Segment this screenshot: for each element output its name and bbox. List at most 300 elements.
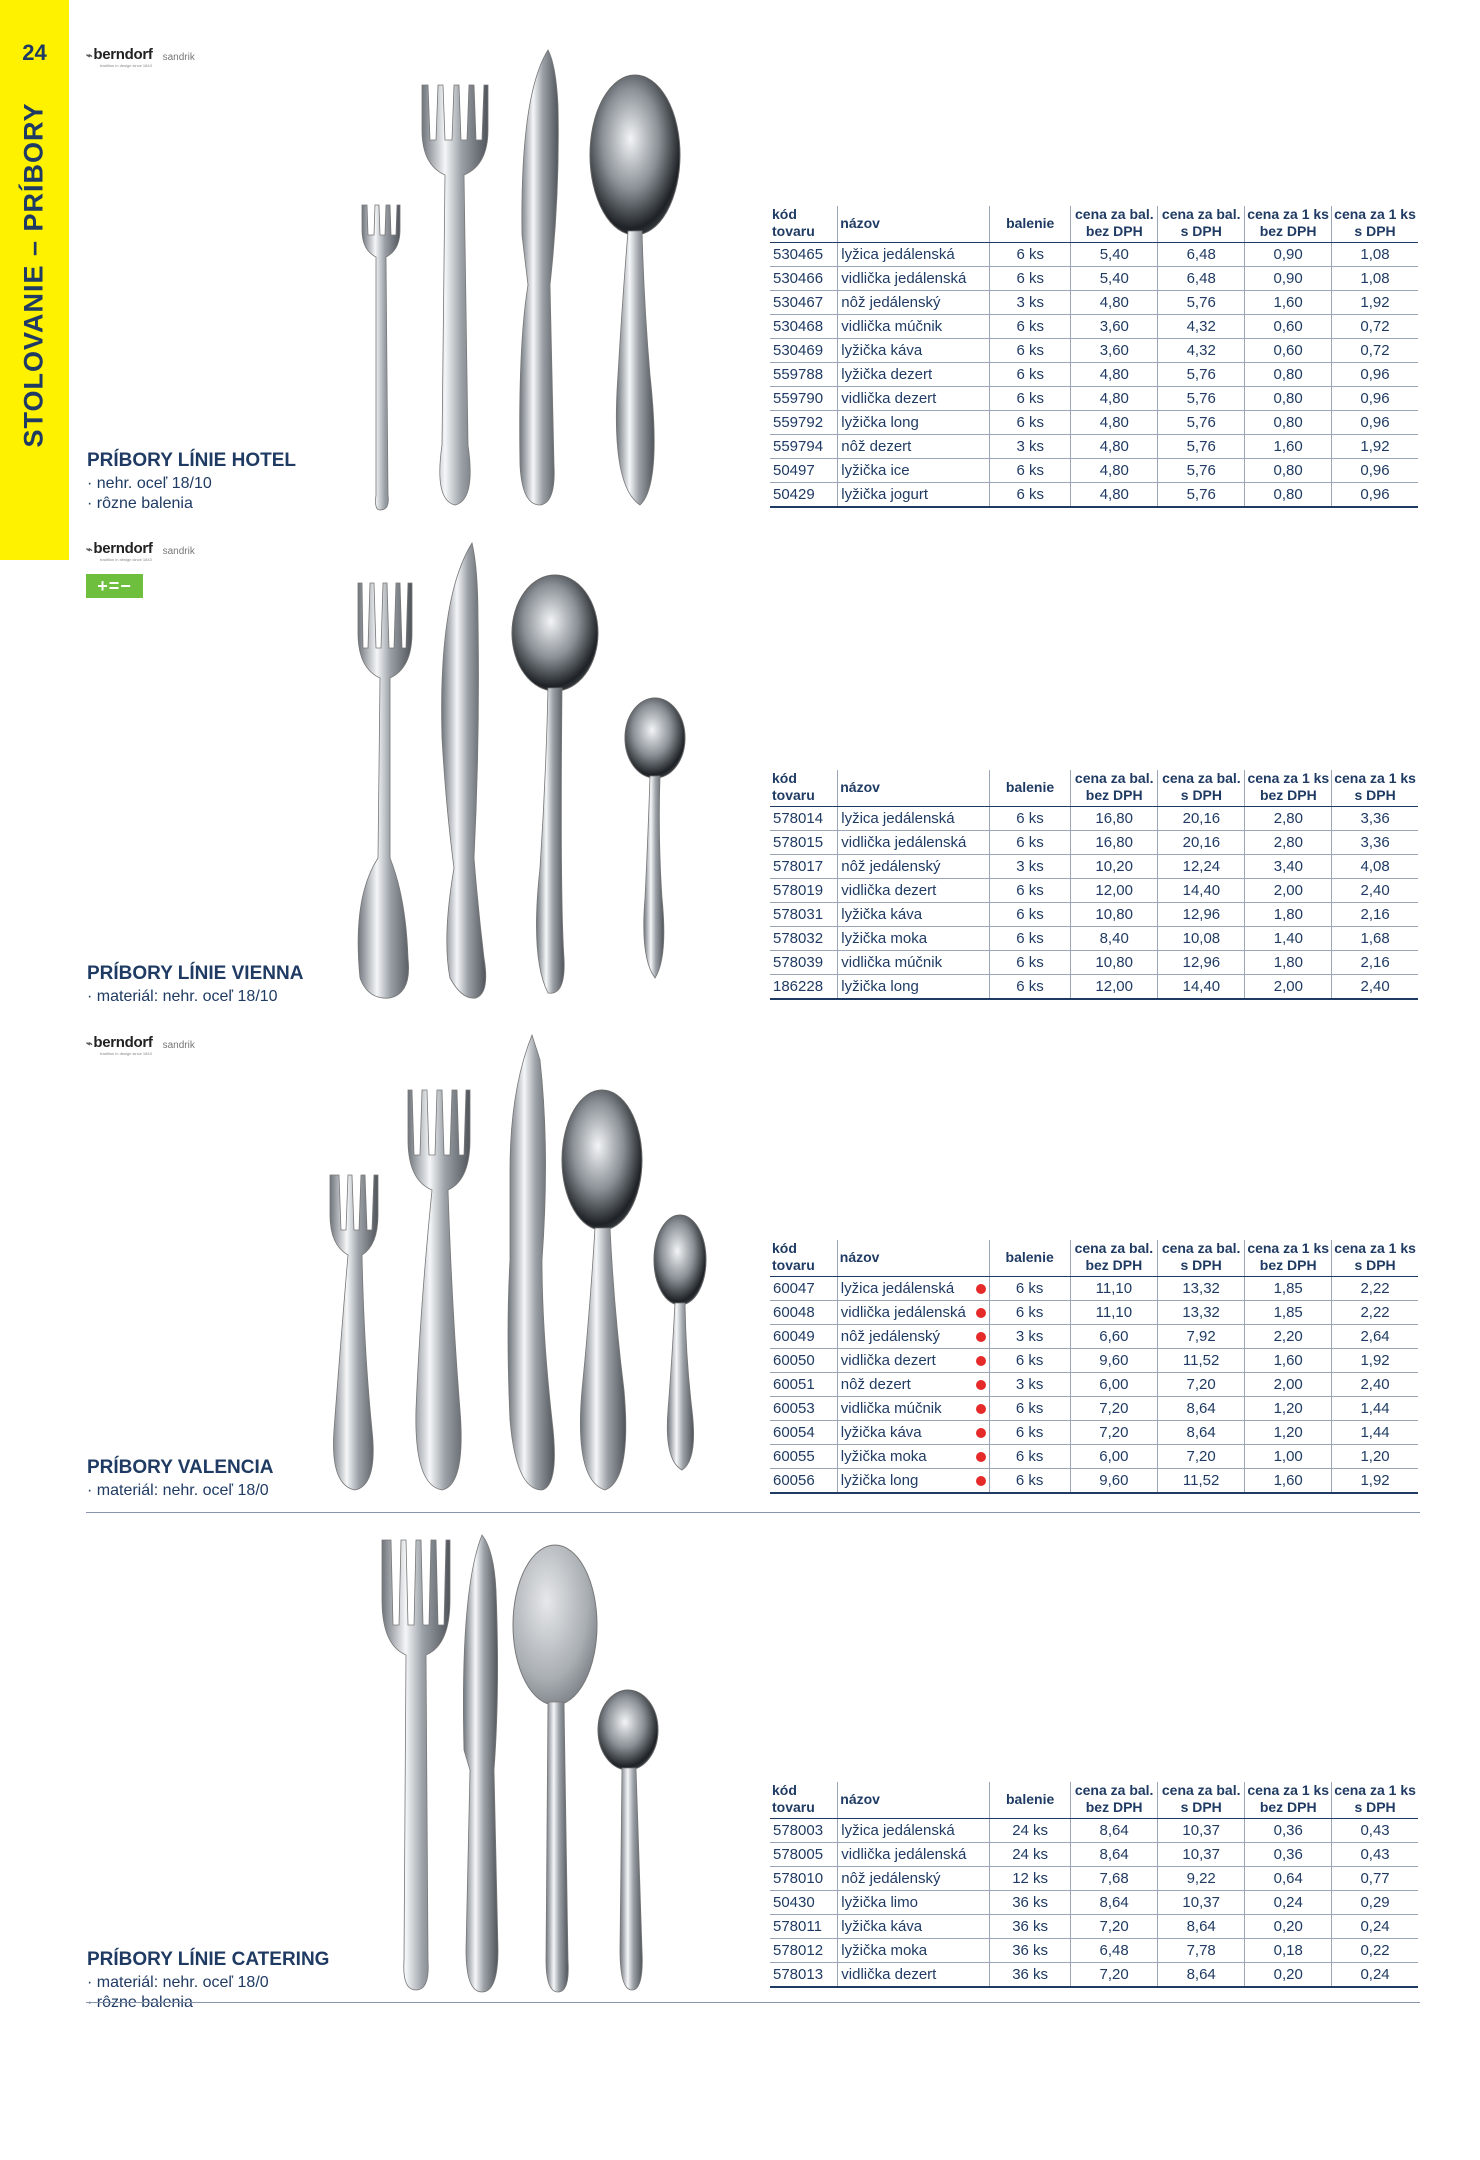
cell-text: 24 ks: [1012, 1846, 1049, 1863]
price-unit-net: [1245, 879, 1332, 903]
price-pack-net: [1071, 1867, 1158, 1891]
cell-text: 6,48: [1186, 246, 1216, 263]
cell-text: lyžička long: [840, 1472, 919, 1489]
price-unit-gross: [1332, 483, 1418, 508]
product-code: [770, 975, 838, 1000]
cell-text: 36 ks: [1012, 1966, 1049, 1983]
cell-text: lyžička moka: [840, 1448, 927, 1465]
cell-text: 3,36: [1360, 834, 1390, 851]
cell-text: 0,36: [1273, 1846, 1303, 1863]
cell-text: 4,80: [1099, 390, 1129, 407]
product-code: [770, 363, 838, 387]
price-unit-gross: [1332, 1397, 1418, 1421]
package-size: [990, 1867, 1071, 1891]
cell-text: 11,10: [1095, 1280, 1133, 1297]
product-name: [838, 267, 990, 291]
cell-text: 11,52: [1182, 1352, 1220, 1369]
valencia-cutlery-image: [320, 1030, 720, 1500]
header-line: s DPH: [1354, 223, 1396, 239]
price-table-catering: [770, 1782, 1418, 1988]
price-unit-net: [1245, 1867, 1332, 1891]
cell-text: 1,60: [1273, 1352, 1303, 1369]
cell-text: 1,60: [1273, 438, 1303, 455]
column-header-name: názov: [837, 1240, 989, 1277]
package-size: [989, 1373, 1070, 1397]
logo-tagline: tradition in design since 1843: [100, 557, 152, 562]
price-pack-gross: [1158, 1867, 1245, 1891]
spec-item: · materiál: nehr. oceľ 18/0: [87, 1973, 269, 1993]
package-size: [989, 1301, 1070, 1325]
cell-text: 2,40: [1360, 882, 1390, 899]
cell-text: 7,68: [1099, 1870, 1129, 1887]
cell-text: 20,16: [1182, 810, 1221, 827]
cell-text: 8,64: [1186, 1424, 1216, 1441]
price-pack-net: [1071, 1963, 1158, 1988]
cell-text: nôž jedálenský: [841, 1870, 941, 1887]
package-size: [990, 483, 1071, 508]
cell-text: 12,96: [1182, 954, 1221, 971]
red-dot-icon: [976, 1308, 986, 1318]
product-name: [838, 831, 990, 855]
package-size: [990, 435, 1071, 459]
price-table-hotel: [770, 206, 1418, 508]
red-dot-icon: [976, 1404, 986, 1414]
product-code: [770, 1867, 838, 1891]
price-unit-net: [1245, 927, 1332, 951]
cell-text: nôž dezert: [841, 438, 912, 455]
cell-text: 4,80: [1099, 294, 1129, 311]
price-pack-gross: [1158, 975, 1245, 1000]
fork-shape: [330, 1175, 378, 1490]
product-code: [770, 387, 838, 411]
price-unit-net: [1245, 903, 1332, 927]
package-size: [990, 1843, 1071, 1867]
price-unit-gross: [1332, 1469, 1418, 1494]
column-header-price-pack-net: [1071, 1782, 1158, 1819]
cell-text: 2,00: [1273, 882, 1303, 899]
cell-text: 5,76: [1186, 438, 1216, 455]
spoon-shape: [625, 698, 685, 778]
price-unit-net: [1245, 267, 1332, 291]
package-size: [990, 243, 1071, 267]
price-unit-gross: [1332, 243, 1418, 267]
cell-text: 36 ks: [1012, 1942, 1049, 1959]
table-row: [770, 1349, 1418, 1373]
price-unit-gross: [1332, 1445, 1418, 1469]
header-line: cena za bal.: [1074, 1782, 1154, 1798]
cell-text: 1,08: [1360, 270, 1390, 287]
table-row: [770, 975, 1418, 1000]
product-title: PRÍBORY VALENCIA: [87, 1457, 274, 1478]
cell-text: 7,20: [1186, 1448, 1216, 1465]
product-name: [838, 1867, 990, 1891]
product-code: [770, 1373, 837, 1397]
cell-text: 9,60: [1099, 1472, 1129, 1489]
fork-shape: [362, 205, 400, 510]
product-name: [837, 1445, 989, 1469]
product-specs: [87, 1481, 269, 1501]
cell-text: 13,32: [1182, 1280, 1220, 1297]
cell-text: 1,92: [1360, 1472, 1390, 1489]
table-row: [770, 1819, 1418, 1843]
price-unit-net: [1245, 1325, 1332, 1349]
package-size: [989, 1325, 1070, 1349]
cell-text: 1,92: [1360, 294, 1390, 311]
price-unit-gross: [1332, 1963, 1418, 1988]
cell-text: vidlička jedálenská: [841, 834, 967, 851]
price-pack-net: [1070, 1301, 1157, 1325]
cell-text: 559790: [773, 390, 824, 407]
cell-text: 2,16: [1360, 954, 1390, 971]
price-unit-gross: [1332, 1277, 1418, 1301]
cell-text: 0,60: [1273, 318, 1303, 335]
cell-text: 8,40: [1099, 930, 1129, 947]
column-header-price-unit-net: [1245, 206, 1332, 243]
column-header-pack: balenie: [989, 770, 1070, 807]
product-specs: [87, 1973, 269, 2013]
cell-text: 6 ks: [1016, 270, 1044, 287]
price-pack-net: [1071, 903, 1158, 927]
price-unit-gross: [1332, 1819, 1418, 1843]
price-unit-net: [1245, 1915, 1332, 1939]
header-line: s DPH: [1180, 1799, 1222, 1815]
price-pack-gross: [1157, 1445, 1244, 1469]
product-name: [838, 435, 990, 459]
cell-text: 5,76: [1186, 414, 1216, 431]
cell-text: 60055: [773, 1448, 815, 1465]
cell-text: 12,96: [1182, 906, 1221, 923]
header-line: s DPH: [1180, 223, 1222, 239]
cell-text: 13,32: [1182, 1304, 1220, 1321]
package-size: [990, 459, 1071, 483]
table-row: [770, 1277, 1418, 1301]
cell-text: 0,29: [1360, 1894, 1390, 1911]
price-unit-net: [1245, 1819, 1332, 1843]
cell-text: 1,80: [1273, 954, 1303, 971]
product-code: [770, 435, 838, 459]
cell-text: 6 ks: [1015, 1472, 1044, 1489]
product-code: [770, 483, 838, 508]
table-row: [770, 807, 1418, 831]
product-name: [838, 1915, 990, 1939]
cell-text: 6 ks: [1016, 342, 1044, 359]
cell-text: 10,37: [1182, 1822, 1220, 1839]
cell-text: 2,20: [1273, 1328, 1303, 1345]
table-row: [770, 1939, 1418, 1963]
column-header-price-pack-gross: [1158, 770, 1245, 807]
spoon-shape: [654, 1215, 706, 1305]
price-pack-gross: [1157, 1373, 1244, 1397]
cell-text: 5,76: [1186, 486, 1216, 503]
price-table-valencia: [770, 1240, 1418, 1494]
product-name: [838, 243, 990, 267]
cell-text: vidlička dezert: [841, 390, 937, 407]
cell-text: 578010: [773, 1870, 824, 1887]
product-code: [770, 831, 838, 855]
cell-text: 11,10: [1095, 1304, 1133, 1321]
product-name: [838, 387, 990, 411]
cell-text: 2,80: [1273, 834, 1303, 851]
cell-text: lyžička ice: [841, 462, 910, 479]
cell-text: 6,48: [1186, 270, 1216, 287]
price-pack-gross: [1158, 267, 1245, 291]
cell-text: 578031: [773, 906, 824, 923]
cell-text: 1,44: [1360, 1400, 1390, 1417]
price-pack-gross: [1158, 483, 1245, 508]
product-code: [770, 243, 838, 267]
header-line: bez DPH: [1259, 1799, 1317, 1815]
cell-text: 0,96: [1360, 366, 1390, 383]
cell-text: 578013: [773, 1966, 824, 1983]
header-line: cena za bal.: [1075, 206, 1154, 222]
spoon-shape: [513, 1545, 597, 1705]
table-row: [770, 1867, 1418, 1891]
price-pack-net: [1070, 1325, 1157, 1349]
cell-text: 7,20: [1099, 1424, 1129, 1441]
price-unit-net: [1245, 291, 1332, 315]
header-line: cena za bal.: [1074, 1240, 1154, 1256]
price-unit-gross: [1332, 363, 1418, 387]
logo-partner: sandrik: [162, 546, 195, 557]
table-row: [770, 243, 1418, 267]
price-pack-gross: [1158, 903, 1245, 927]
header-line: tovaru: [772, 1799, 815, 1815]
section-divider: [86, 2002, 1420, 2003]
product-name: [837, 1349, 989, 1373]
price-pack-net: [1071, 951, 1158, 975]
cell-text: 3 ks: [1016, 438, 1044, 455]
fork-shape: [358, 583, 412, 998]
logo-tagline: tradition in design since 1843: [100, 1051, 152, 1056]
product-code: [770, 1421, 837, 1445]
header-line: bez DPH: [1085, 787, 1143, 803]
cell-text: 10,37: [1182, 1846, 1220, 1863]
product-name: [837, 1469, 989, 1494]
price-pack-net: [1071, 411, 1158, 435]
price-unit-net: [1245, 411, 1332, 435]
header-line: cena za bal.: [1074, 770, 1154, 786]
red-dot-icon: [976, 1476, 986, 1486]
section-divider: [86, 1512, 1420, 1513]
price-unit-gross: [1332, 1915, 1418, 1939]
red-dot-icon: [976, 1380, 986, 1390]
column-header-price-pack-net: [1070, 1240, 1157, 1277]
column-header-code: [770, 770, 838, 807]
product-name: [838, 1819, 990, 1843]
cell-text: 5,40: [1099, 246, 1129, 263]
cell-text: lyžička moka: [841, 1942, 928, 1959]
price-pack-gross: [1157, 1277, 1244, 1301]
cell-text: 1,68: [1360, 930, 1390, 947]
spec-item: · rôzne balenia: [87, 1993, 269, 2013]
price-pack-net: [1070, 1421, 1157, 1445]
price-pack-gross: [1158, 1939, 1245, 1963]
cell-text: 0,18: [1273, 1942, 1303, 1959]
header-line: cena za 1 ks: [1247, 1240, 1330, 1256]
cell-text: 0,90: [1273, 246, 1303, 263]
cell-text: 578011: [773, 1918, 822, 1935]
cell-text: 20,16: [1182, 834, 1221, 851]
price-unit-gross: [1332, 927, 1418, 951]
price-unit-net: [1245, 1421, 1332, 1445]
table-row: [770, 339, 1418, 363]
cell-text: lyžička dezert: [841, 366, 933, 383]
cell-text: 16,80: [1095, 810, 1133, 827]
cell-text: 0,36: [1273, 1822, 1303, 1839]
price-unit-net: [1245, 1939, 1332, 1963]
cell-text: 0,80: [1273, 390, 1303, 407]
price-unit-net: [1245, 483, 1332, 508]
price-pack-net: [1071, 291, 1158, 315]
cell-text: 530465: [773, 246, 824, 263]
price-unit-net: [1245, 1349, 1332, 1373]
plus-minus-badge: +=−: [86, 574, 143, 598]
cell-text: 1,85: [1273, 1304, 1303, 1321]
cell-text: 2,80: [1273, 810, 1303, 827]
cell-text: 8,64: [1099, 1894, 1129, 1911]
cell-text: 0,96: [1360, 390, 1390, 407]
cell-text: 4,80: [1099, 462, 1129, 479]
table-row: [770, 1397, 1418, 1421]
cell-text: 7,20: [1099, 1918, 1129, 1935]
header-line: cena za bal.: [1161, 206, 1241, 222]
package-size: [989, 879, 1070, 903]
cell-text: 530469: [773, 342, 824, 359]
spoon-shape: [562, 1090, 642, 1230]
cell-text: lyžička káva: [841, 342, 923, 359]
table-row: [770, 1891, 1418, 1915]
price-pack-gross: [1158, 291, 1245, 315]
price-unit-gross: [1332, 1325, 1418, 1349]
product-name: [837, 1397, 989, 1421]
table-row: [770, 411, 1418, 435]
price-pack-net: [1071, 363, 1158, 387]
product-name: [837, 1373, 989, 1397]
package-size: [990, 315, 1071, 339]
cell-text: 12,00: [1095, 978, 1133, 995]
cell-text: 5,76: [1186, 462, 1216, 479]
price-pack-gross: [1158, 363, 1245, 387]
cell-text: 9,60: [1099, 1352, 1129, 1369]
table-row: [770, 1963, 1418, 1988]
cell-text: 1,85: [1273, 1280, 1303, 1297]
header-line: tovaru: [772, 1257, 815, 1273]
knife-shape: [463, 1535, 498, 1992]
header-line: tovaru: [772, 787, 815, 803]
product-code: [770, 1915, 838, 1939]
table-row: [770, 1421, 1418, 1445]
product-code: [770, 315, 838, 339]
price-pack-gross: [1157, 1469, 1244, 1494]
product-name: [838, 855, 990, 879]
price-unit-net: [1245, 1277, 1332, 1301]
cell-text: lyžička limo: [841, 1894, 918, 1911]
column-header-price-pack-gross: [1158, 206, 1245, 243]
table-row: [770, 291, 1418, 315]
cell-text: 60050: [773, 1352, 815, 1369]
product-code: [770, 1349, 837, 1373]
package-size: [989, 1445, 1070, 1469]
product-code: [770, 807, 838, 831]
cell-text: 6 ks: [1015, 1400, 1044, 1417]
product-title: PRÍBORY LÍNIE CATERING: [87, 1949, 330, 1970]
price-pack-gross: [1157, 1421, 1244, 1445]
cell-text: 6,00: [1099, 1448, 1129, 1465]
product-name: [838, 903, 990, 927]
cell-text: 5,40: [1099, 270, 1129, 287]
product-name: [838, 483, 990, 508]
column-header-price-unit-net: [1245, 1240, 1332, 1277]
price-unit-gross: [1332, 1373, 1418, 1397]
cell-text: 0,24: [1360, 1918, 1390, 1935]
cell-text: 0,90: [1273, 270, 1303, 287]
price-pack-gross: [1158, 879, 1245, 903]
cell-text: 6,60: [1099, 1328, 1129, 1345]
price-unit-net: [1245, 435, 1332, 459]
cell-text: vidlička jedálenská: [840, 1304, 966, 1321]
table-row: [770, 1469, 1418, 1494]
price-pack-net: [1071, 483, 1158, 508]
product-name: [838, 951, 990, 975]
product-name: [838, 411, 990, 435]
cell-text: 2,00: [1273, 1376, 1303, 1393]
product-code: [770, 459, 838, 483]
header-line: cena za 1 ks: [1247, 770, 1330, 786]
cell-text: 6 ks: [1016, 834, 1044, 851]
price-unit-net: [1245, 339, 1332, 363]
price-unit-gross: [1332, 339, 1418, 363]
product-name: [838, 291, 990, 315]
cell-text: 4,32: [1186, 318, 1216, 335]
cell-text: 0,80: [1273, 462, 1303, 479]
price-unit-gross: [1332, 1301, 1418, 1325]
cell-text: 578014: [773, 810, 824, 827]
product-name: [837, 1277, 989, 1301]
price-pack-net: [1071, 807, 1158, 831]
cell-text: vidlička múčnik: [841, 954, 943, 971]
product-name: [837, 1325, 989, 1349]
cell-text: 0,24: [1360, 1966, 1390, 1983]
table-row: [770, 951, 1418, 975]
price-pack-gross: [1157, 1301, 1244, 1325]
price-unit-gross: [1332, 903, 1418, 927]
cell-text: 559788: [773, 366, 824, 383]
cell-text: 12,24: [1182, 858, 1221, 875]
column-header-name: názov: [838, 770, 990, 807]
column-header-price-pack-net: [1071, 206, 1158, 243]
cell-text: 0,60: [1273, 342, 1303, 359]
cell-text: 0,20: [1273, 1918, 1303, 1935]
price-pack-net: [1071, 267, 1158, 291]
product-code: [770, 903, 838, 927]
package-size: [990, 1819, 1071, 1843]
price-pack-gross: [1158, 315, 1245, 339]
product-name: [838, 1963, 990, 1988]
cell-text: nôž jedálenský: [841, 858, 941, 875]
cell-text: 1,92: [1360, 438, 1390, 455]
price-pack-net: [1071, 243, 1158, 267]
header-line: s DPH: [1180, 1257, 1222, 1273]
price-pack-net: [1071, 435, 1158, 459]
cell-text: 3 ks: [1015, 1376, 1044, 1393]
cell-text: 6 ks: [1016, 810, 1044, 827]
cell-text: 8,64: [1099, 1822, 1129, 1839]
price-pack-net: [1070, 1469, 1157, 1494]
price-unit-gross: [1332, 315, 1418, 339]
price-pack-net: [1070, 1445, 1157, 1469]
cell-text: 4,80: [1099, 486, 1129, 503]
product-code: [770, 267, 838, 291]
